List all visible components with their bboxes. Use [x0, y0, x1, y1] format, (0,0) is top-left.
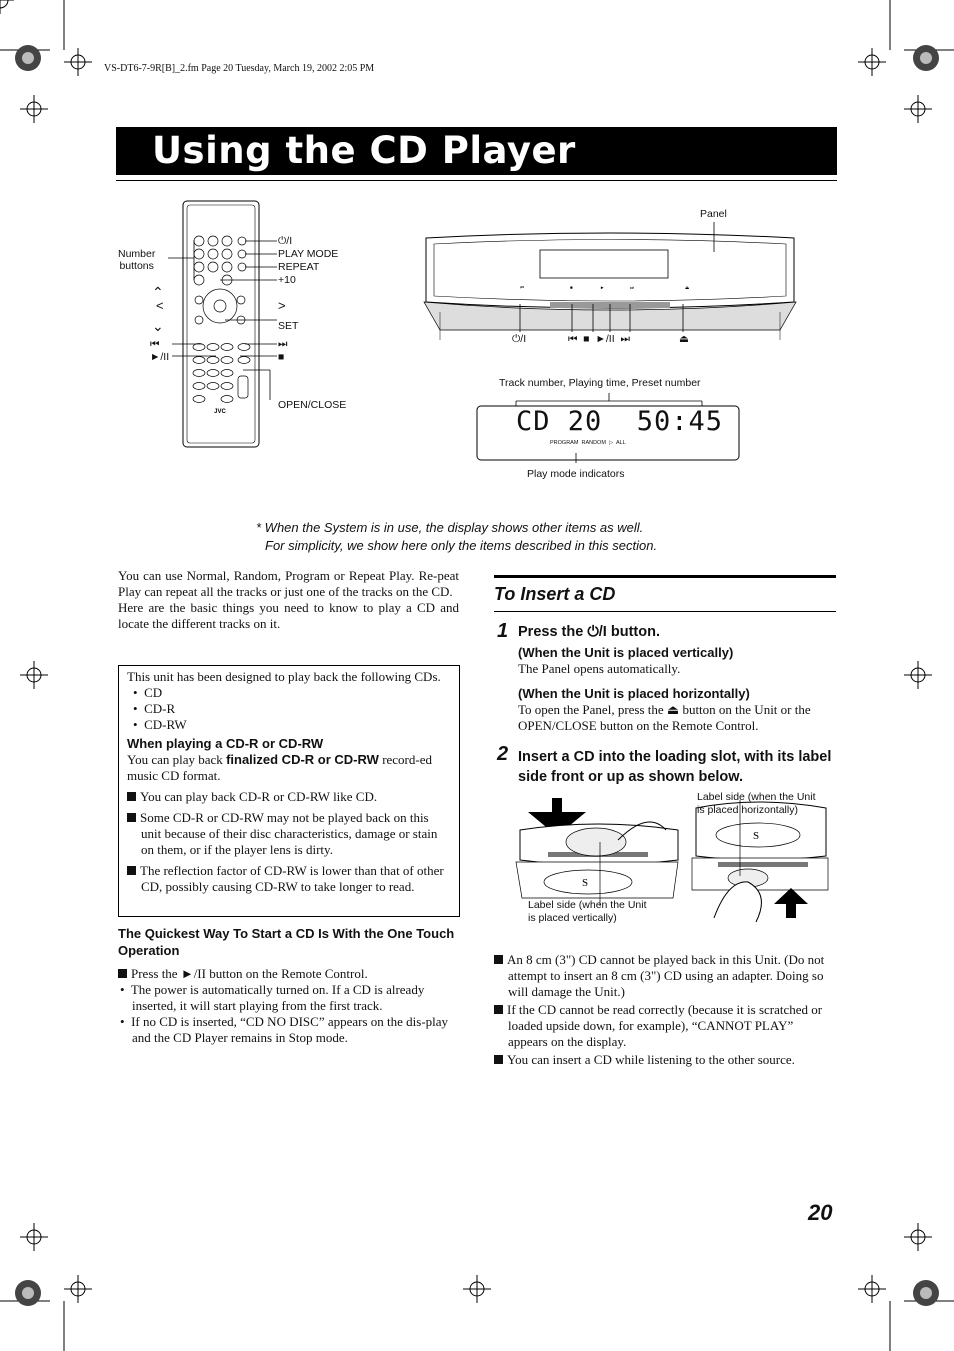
svg-text:►: ►	[600, 285, 605, 290]
set-label: SET	[278, 320, 299, 332]
quickest-bullet: • If no CD is inserted, “CD NO DISC” appears on the dis-play and the CD Player remains in Stop mode.	[120, 1014, 449, 1045]
display-note-line1: * When the System is in use, the display shows other items as well.	[256, 520, 644, 535]
title-rule	[116, 180, 837, 181]
page-title: Using the CD Player	[152, 129, 576, 172]
box-note: Some CD-R or CD-RW may not be played back on this unit because of their disc characteristics, damage or stain on them, or if the player lens is dirty.	[127, 810, 451, 858]
panel-label: Panel	[700, 208, 727, 220]
insert-heading: To Insert a CD	[494, 584, 616, 604]
insert-note: If the CD cannot be read correctly (because it is scratched or loaded upside down, for example), “CANNOT PLAY” appears on the display.	[494, 1002, 836, 1050]
arrow-right-icon: >	[278, 298, 286, 313]
page-number: 20	[808, 1200, 833, 1225]
intro-text	[118, 568, 459, 632]
prev-track-icon: ⏮	[150, 338, 160, 350]
arrow-down-icon: ⌄	[152, 318, 164, 334]
label-side-vertical-line2: is placed vertically)	[528, 912, 617, 924]
intro-paragraph-1: You can use Normal, Random, Program or Repeat Play. Re-peat Play can repeat all the tracks or just one of the tracks on the CD.	[118, 568, 459, 599]
unit-buttons-label: ⏮ ■ ►/II ⏭	[568, 333, 630, 345]
display-readout: CD 20 50:45	[516, 406, 724, 437]
repeat-label: REPEAT	[278, 261, 320, 273]
quickest-heading: The Quickest Way To Start a CD Is With the One Touch Operation	[118, 926, 455, 958]
box-paragraph: You can play back finalized CD-R or CD-RW record-ed music CD format.	[127, 752, 432, 783]
unit-eject-label: ⏏	[679, 333, 689, 345]
quickest-bullet: • The power is automatically turned on. If a CD is already inserted, it will start playing from the first track.	[120, 982, 425, 1013]
compatible-discs-box	[118, 665, 460, 917]
svg-text:⏏: ⏏	[685, 285, 690, 290]
horizontal-heading: (When the Unit is placed horizontally)	[518, 686, 750, 701]
horizontal-text: To open the Panel, press the ⏏ button on the Unit or the OPEN/CLOSE button on the Remote Control.	[518, 702, 811, 733]
disc-type-item: • CD-R	[133, 701, 176, 716]
step-1-text: Press the ⏻/I button.	[518, 624, 660, 640]
label-side-vertical-line1: Label side (when the Unit	[528, 899, 647, 911]
plus10-label: +10	[278, 274, 296, 286]
insert-section	[494, 575, 836, 605]
disc-type-item: • CD-RW	[133, 717, 187, 732]
insert-note: An 8 cm (3") CD cannot be played back in this Unit. (Do not attempt to insert an 8 cm (3") CD using an adapter. Doing so will damage the Unit.)	[494, 952, 836, 1000]
number-buttons-label	[118, 248, 155, 272]
step-2-text: Insert a CD into the loading slot, with its label side front or up as shown below.	[518, 749, 832, 785]
display-note-line2: For simplicity, we show here only the items described in this section.	[265, 538, 658, 553]
insert-rule	[494, 611, 836, 612]
unit-power-label: ⏻/I	[512, 333, 527, 345]
box-note: The reflection factor of CD-RW is lower than that of other CD, possibly causing CD-RW to take longer to read.	[127, 863, 451, 895]
svg-text:■: ■	[570, 285, 573, 290]
open-close-label: OPEN/CLOSE	[278, 399, 347, 411]
brand-logo: JVC	[214, 409, 226, 415]
label-side-vertical	[528, 899, 647, 925]
svg-text:⏭: ⏭	[630, 285, 635, 290]
number-buttons-label-line1: Number	[118, 248, 156, 260]
play-mode-indicators: PROGRAM RANDOM ▷ ALL	[550, 440, 626, 446]
stop-icon: ■	[278, 351, 285, 363]
box-heading: When playing a CD-R or CD-RW	[127, 736, 324, 751]
quickest-body	[118, 966, 459, 1046]
file-header: VS-DT6-7-9R[B]_2.fm Page 20 Tuesday, March 19, 2002 2:05 PM	[104, 63, 375, 74]
svg-text:⏮: ⏮	[520, 285, 525, 290]
label-side-horizontal-line2: is placed horizontally)	[697, 804, 798, 816]
play-pause-icon: ►/II	[150, 351, 170, 363]
disc-type-item: • CD	[133, 685, 163, 700]
play-mode-label: PLAY MODE	[278, 248, 339, 260]
arrow-left-icon: <	[156, 298, 164, 313]
vertical-heading: (When the Unit is placed vertically)	[518, 645, 734, 660]
svg-text:S: S	[753, 830, 760, 842]
vertical-text: The Panel opens automatically.	[518, 661, 681, 676]
box-note: You can play back CD-R or CD-RW like CD.	[127, 789, 451, 805]
insert-notes	[494, 952, 836, 1068]
remote-power-label: ⏻/I	[278, 235, 293, 247]
quickest-press: Press the ►/II button on the Remote Control.	[118, 966, 459, 982]
display-caption-top: Track number, Playing time, Preset number	[499, 377, 701, 389]
svg-text:S: S	[582, 877, 589, 889]
display-caption-bottom: Play mode indicators	[527, 468, 625, 480]
insert-note: You can insert a CD while listening to the other source.	[494, 1052, 836, 1068]
step-2-number: 2	[497, 743, 509, 765]
number-buttons-label-line2: buttons	[119, 260, 154, 272]
label-side-horizontal-line1: Label side (when the Unit	[697, 791, 816, 803]
box-lead: This unit has been designed to play back the following CDs.	[127, 669, 441, 684]
arrow-up-icon: ⌃	[152, 284, 164, 300]
label-side-horizontal	[697, 791, 816, 817]
title-bar	[116, 127, 837, 175]
main-unit-illustration	[420, 222, 800, 340]
intro-paragraph-2: Here are the basic things you need to know to play a CD and locate the different tracks on it.	[118, 600, 459, 631]
step-1-number: 1	[497, 620, 509, 642]
next-track-icon: ⏭	[278, 338, 288, 350]
